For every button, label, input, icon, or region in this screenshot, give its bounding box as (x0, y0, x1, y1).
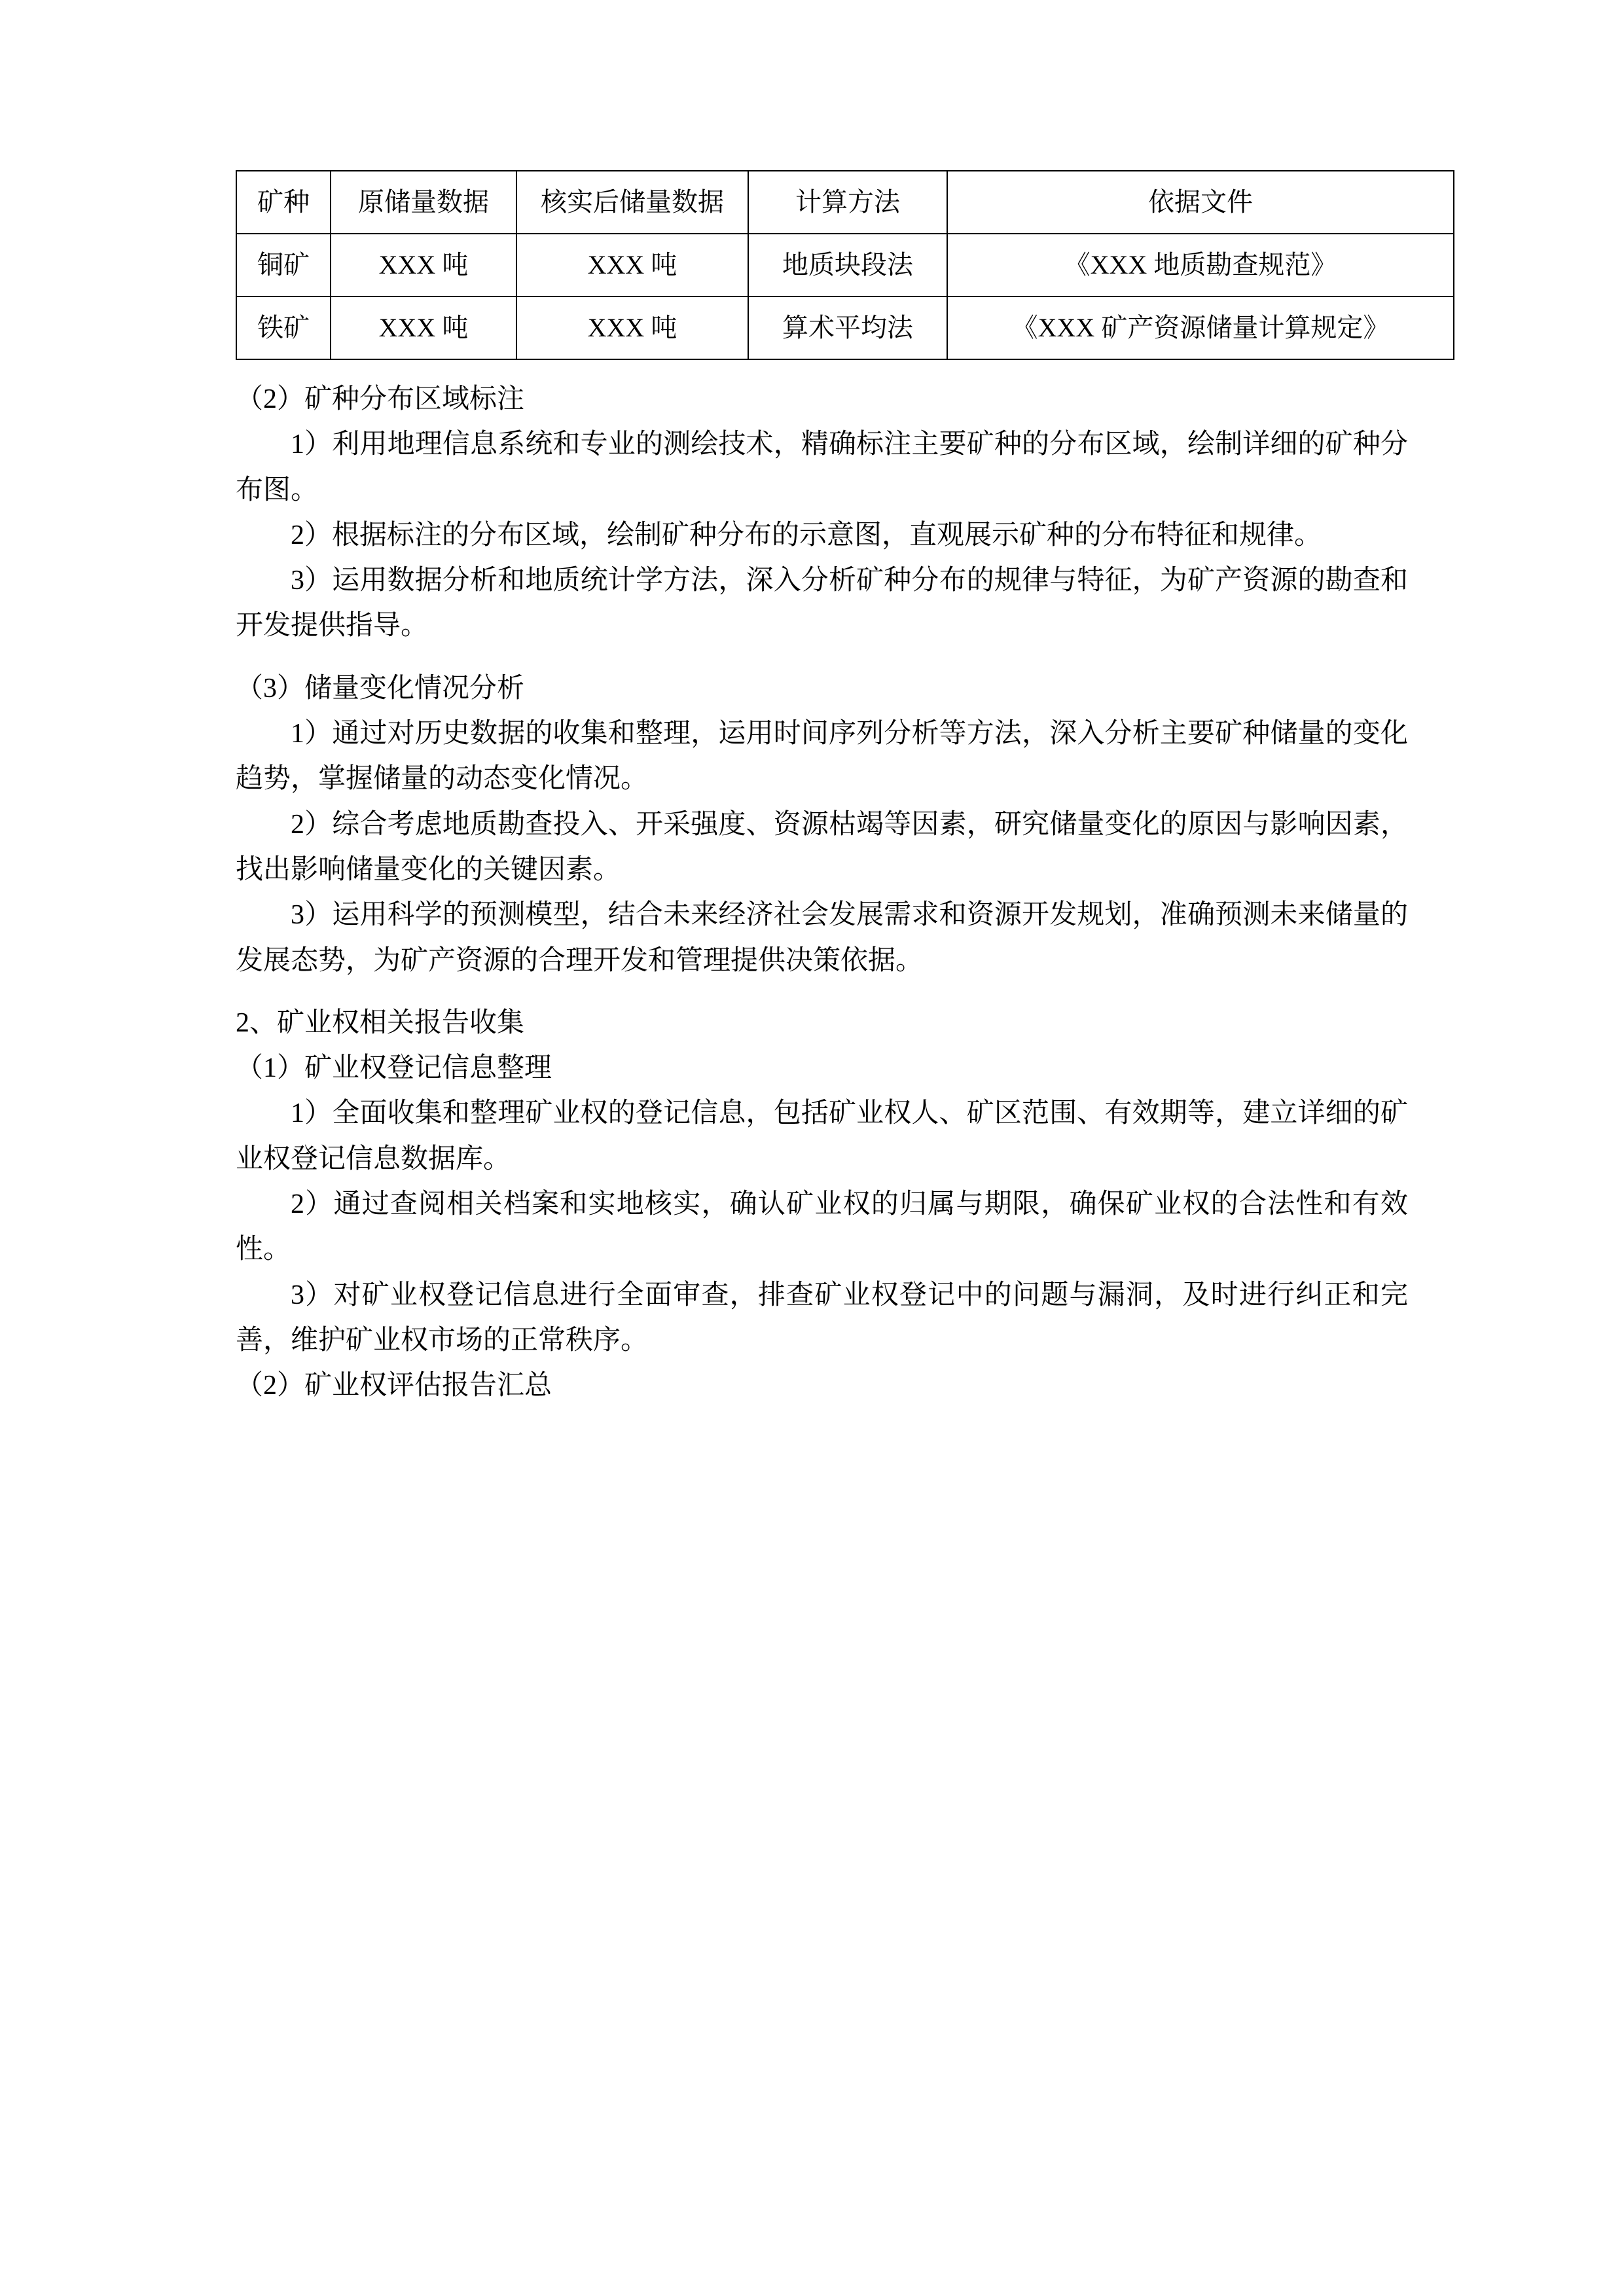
cell-original-reserve: XXX 吨 (331, 234, 516, 296)
paragraph-mining-rights-1: 1）全面收集和整理矿业权的登记信息，包括矿业权人、矿区范围、有效期等，建立详细的矿业权登记信息数据库。 (236, 1098, 1408, 1174)
paragraph-reserve-change-3: 3）运用科学的预测模型，结合未来经济社会发展需求和资源开发规划，准确预测未来储量的发展态势，为矿产资源的合理开发和管理提供决策依据。 (236, 900, 1408, 976)
paragraph-distribution-1: 1）利用地理信息系统和专业的测绘技术，精确标注主要矿种的分布区域，绘制详细的矿种分布图。 (236, 429, 1408, 505)
cell-method: 地质块段法 (748, 234, 947, 296)
table-row (236, 234, 1454, 296)
column-header-verified-reserve: 核实后储量数据 (516, 171, 748, 234)
cell-basis-document: 《XXX 矿产资源储量计算规定》 (947, 296, 1454, 359)
cell-method: 算术平均法 (748, 296, 947, 359)
column-header-mineral: 矿种 (236, 171, 331, 234)
cell-mineral: 铜矿 (236, 234, 331, 296)
paragraph-mining-rights-3: 3）对矿业权登记信息进行全面审查，排查矿业权登记中的问题与漏洞，及时进行纠正和完善，维护矿业权市场的正常秩序。 (236, 1280, 1408, 1355)
cell-verified-reserve: XXX 吨 (516, 234, 748, 296)
table-row (236, 296, 1454, 359)
cell-basis-document: 《XXX 地质勘查规范》 (947, 234, 1454, 296)
section-heading-distribution: （2）矿种分布区域标注 (236, 384, 525, 414)
paragraph-reserve-change-1: 1）通过对历史数据的收集和整理，运用时间序列分析等方法，深入分析主要矿种储量的变化趋势，掌握储量的动态变化情况。 (236, 719, 1408, 795)
table-header (236, 171, 1454, 234)
subsection-heading-registration: （1）矿业权登记信息整理 (236, 1053, 552, 1084)
section-heading-mining-rights: 2、矿业权相关报告收集 (236, 1007, 525, 1038)
paragraph-mining-rights-2: 2）通过查阅相关档案和实地核实，确认矿业权的归属与期限，确保矿业权的合法性和有效性。 (236, 1189, 1408, 1265)
subsection-heading-appraisal: （2）矿业权评估报告汇总 (236, 1371, 552, 1401)
column-header-method: 计算方法 (748, 171, 947, 234)
paragraph-distribution-3: 3）运用数据分析和地质统计学方法，深入分析矿种分布的规律与特征，为矿产资源的勘查和开发提供指导。 (236, 565, 1408, 641)
table-body (236, 234, 1454, 359)
column-header-original-reserve: 原储量数据 (331, 171, 516, 234)
cell-original-reserve: XXX 吨 (331, 296, 516, 359)
table-header-row (236, 171, 1454, 234)
cell-verified-reserve: XXX 吨 (516, 296, 748, 359)
paragraph-reserve-change-2: 2）综合考虑地质勘查投入、开采强度、资源枯竭等因素，研究储量变化的原因与影响因素，找出影响储量变化的关键因素。 (236, 809, 1408, 885)
section-reserve-change (236, 666, 1408, 984)
section-mining-rights (236, 1001, 1408, 1409)
paragraph-distribution-2: 2）根据标注的分布区域，绘制矿种分布的示意图，直观展示矿种的分布特征和规律。 (291, 520, 1322, 550)
section-mineral-distribution (236, 377, 1408, 649)
reserve-data-table (236, 170, 1454, 360)
section-heading-reserve-change: （3）储量变化情况分析 (236, 673, 525, 704)
cell-mineral: 铁矿 (236, 296, 331, 359)
column-header-basis-document: 依据文件 (947, 171, 1454, 234)
